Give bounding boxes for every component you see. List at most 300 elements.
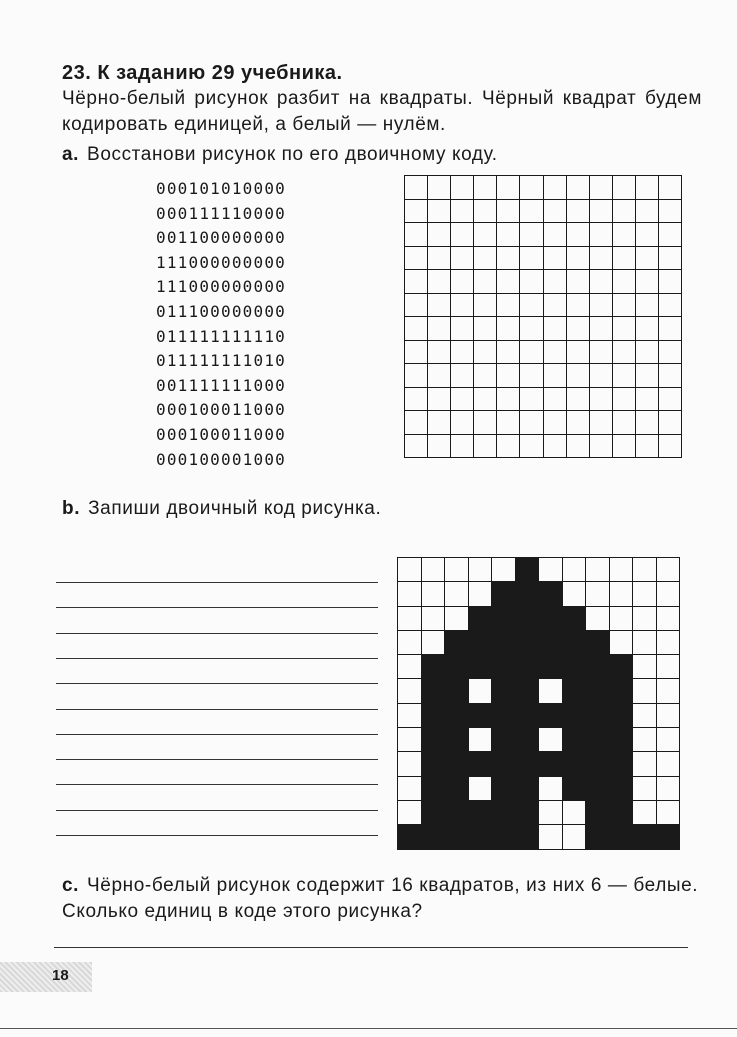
grid-cell[interactable] [428, 199, 451, 223]
grid-cell[interactable] [405, 270, 428, 294]
grid-cell[interactable] [659, 199, 682, 223]
black-square [539, 752, 563, 776]
black-square [586, 630, 610, 654]
black-square [539, 703, 563, 727]
grid-cell[interactable] [635, 340, 658, 364]
grid-cell[interactable] [451, 270, 474, 294]
binary-code-row: 000100001000 [156, 449, 286, 469]
grid-cell[interactable] [428, 411, 451, 435]
grid-cell[interactable] [497, 387, 520, 411]
grid-cell[interactable] [451, 223, 474, 247]
grid-cell[interactable] [428, 270, 451, 294]
black-square [492, 776, 516, 800]
grid-cell[interactable] [612, 364, 635, 388]
task-a-heading [62, 142, 498, 168]
black-square [609, 728, 633, 752]
grid-cell[interactable] [566, 293, 589, 317]
white-square [445, 606, 469, 630]
grid-cell[interactable] [474, 270, 497, 294]
grid-row [405, 199, 682, 223]
white-square [656, 728, 680, 752]
grid-row [405, 293, 682, 317]
grid-cell[interactable] [474, 364, 497, 388]
writing-line[interactable] [56, 582, 378, 583]
grid-cell[interactable] [612, 293, 635, 317]
grid-cell[interactable] [659, 293, 682, 317]
grid-cell[interactable] [497, 270, 520, 294]
white-square [468, 558, 492, 582]
white-square [656, 558, 680, 582]
binary-code-row: 011100000000 [156, 301, 286, 321]
task-c-answer-line[interactable] [54, 947, 688, 948]
grid-cell[interactable] [635, 387, 658, 411]
grid-cell[interactable] [520, 176, 543, 200]
white-square [539, 800, 563, 824]
grid-cell[interactable] [520, 270, 543, 294]
grid-cell[interactable] [474, 199, 497, 223]
black-square [586, 776, 610, 800]
grid-cell[interactable] [497, 293, 520, 317]
black-square [586, 752, 610, 776]
black-square [468, 606, 492, 630]
writing-line[interactable] [56, 633, 378, 634]
black-square [468, 703, 492, 727]
grid-cell[interactable] [497, 434, 520, 458]
empty-grid-to-fill[interactable] [404, 175, 682, 458]
black-square [633, 825, 657, 849]
black-square [515, 558, 539, 582]
grid-cell[interactable] [428, 246, 451, 270]
grid-cell[interactable] [474, 340, 497, 364]
white-square [398, 728, 422, 752]
task-b-heading [62, 496, 381, 522]
grid-cell[interactable] [451, 317, 474, 341]
grid-cell[interactable] [566, 176, 589, 200]
black-square [562, 679, 586, 703]
grid-cell[interactable] [405, 293, 428, 317]
grid-cell[interactable] [474, 246, 497, 270]
black-square [609, 703, 633, 727]
white-square [421, 630, 445, 654]
picture-row [398, 558, 680, 582]
black-square [562, 728, 586, 752]
grid-cell[interactable] [543, 340, 566, 364]
grid-cell[interactable] [635, 270, 658, 294]
white-square [633, 558, 657, 582]
grid-cell[interactable] [659, 434, 682, 458]
white-square [398, 679, 422, 703]
white-square [539, 825, 563, 849]
grid-cell[interactable] [520, 340, 543, 364]
grid-cell[interactable] [566, 387, 589, 411]
black-square [492, 582, 516, 606]
task-c-text: Чёрно-белый рисунок содержит 16 квадратов, из них 6 — белые. Сколько единиц в коде этого рисунка? [62, 875, 699, 922]
black-square [468, 800, 492, 824]
grid-cell[interactable] [589, 223, 612, 247]
grid-cell[interactable] [497, 317, 520, 341]
white-square [539, 679, 563, 703]
grid-cell[interactable] [543, 199, 566, 223]
white-square [633, 655, 657, 679]
black-square [445, 679, 469, 703]
picture-row [398, 825, 680, 849]
grid-cell[interactable] [451, 434, 474, 458]
black-square [492, 655, 516, 679]
white-square [421, 558, 445, 582]
writing-line[interactable] [56, 759, 378, 760]
grid-cell[interactable] [659, 317, 682, 341]
grid-cell[interactable] [659, 223, 682, 247]
grid-cell[interactable] [589, 434, 612, 458]
black-square [468, 825, 492, 849]
grid-cell[interactable] [520, 387, 543, 411]
picture-row [398, 728, 680, 752]
white-square [656, 630, 680, 654]
grid-cell[interactable] [589, 176, 612, 200]
grid-cell[interactable] [566, 199, 589, 223]
grid-cell[interactable] [405, 317, 428, 341]
white-square [398, 752, 422, 776]
grid-cell[interactable] [474, 317, 497, 341]
grid-cell[interactable] [612, 340, 635, 364]
grid-cell[interactable] [497, 246, 520, 270]
grid-cell[interactable] [612, 199, 635, 223]
writing-line[interactable] [56, 784, 378, 785]
grid-cell[interactable] [520, 246, 543, 270]
grid-cell[interactable] [405, 387, 428, 411]
grid-cell[interactable] [474, 434, 497, 458]
white-square [633, 776, 657, 800]
grid-cell[interactable] [520, 223, 543, 247]
grid-cell[interactable] [659, 246, 682, 270]
grid-cell[interactable] [589, 317, 612, 341]
grid-cell[interactable] [520, 317, 543, 341]
black-square [515, 800, 539, 824]
grid-cell[interactable] [659, 364, 682, 388]
white-square [656, 679, 680, 703]
grid-cell[interactable] [405, 434, 428, 458]
grid-cell[interactable] [589, 411, 612, 435]
grid-row [405, 246, 682, 270]
grid-cell[interactable] [635, 246, 658, 270]
grid-cell[interactable] [612, 223, 635, 247]
grid-cell[interactable] [612, 387, 635, 411]
grid-cell[interactable] [635, 176, 658, 200]
black-square [445, 630, 469, 654]
white-square [562, 800, 586, 824]
grid-cell[interactable] [520, 199, 543, 223]
grid-cell[interactable] [566, 317, 589, 341]
black-square [445, 703, 469, 727]
picture-row [398, 606, 680, 630]
grid-cell[interactable] [474, 387, 497, 411]
white-square [633, 679, 657, 703]
black-square [586, 825, 610, 849]
grid-cell[interactable] [635, 223, 658, 247]
binary-code-row: 001111111000 [156, 375, 286, 395]
grid-cell[interactable] [428, 340, 451, 364]
writing-line[interactable] [56, 683, 378, 684]
grid-cell[interactable] [428, 176, 451, 200]
grid-cell[interactable] [543, 246, 566, 270]
grid-cell[interactable] [520, 293, 543, 317]
grid-cell[interactable] [589, 270, 612, 294]
black-square [656, 825, 680, 849]
grid-cell[interactable] [520, 411, 543, 435]
white-square [656, 582, 680, 606]
grid-row [405, 364, 682, 388]
grid-cell[interactable] [612, 317, 635, 341]
black-square [609, 776, 633, 800]
grid-cell[interactable] [566, 223, 589, 247]
white-square [633, 630, 657, 654]
black-square [445, 776, 469, 800]
writing-line[interactable] [56, 709, 378, 710]
black-square [539, 582, 563, 606]
grid-cell[interactable] [451, 387, 474, 411]
grid-cell[interactable] [497, 364, 520, 388]
white-square [633, 703, 657, 727]
white-square [562, 825, 586, 849]
grid-cell[interactable] [428, 317, 451, 341]
grid-row [405, 387, 682, 411]
grid-cell[interactable] [543, 317, 566, 341]
white-square [421, 606, 445, 630]
grid-cell[interactable] [659, 411, 682, 435]
white-square [398, 630, 422, 654]
white-square [609, 582, 633, 606]
black-square [492, 606, 516, 630]
grid-cell[interactable] [566, 434, 589, 458]
grid-cell[interactable] [451, 340, 474, 364]
grid-cell[interactable] [474, 223, 497, 247]
grid-cell[interactable] [405, 364, 428, 388]
black-square [492, 630, 516, 654]
grid-cell[interactable] [474, 176, 497, 200]
black-square [562, 703, 586, 727]
black-square [515, 728, 539, 752]
black-square [445, 825, 469, 849]
grid-cell[interactable] [451, 411, 474, 435]
grid-cell[interactable] [566, 270, 589, 294]
grid-cell[interactable] [405, 176, 428, 200]
grid-cell[interactable] [520, 434, 543, 458]
writing-line[interactable] [56, 734, 378, 735]
white-square [656, 752, 680, 776]
task-b-text: Запиши двоичный код рисунка. [88, 498, 382, 519]
white-square [539, 728, 563, 752]
grid-cell[interactable] [497, 176, 520, 200]
grid-cell[interactable] [612, 411, 635, 435]
grid-cell[interactable] [428, 364, 451, 388]
grid-cell[interactable] [543, 293, 566, 317]
picture-row [398, 800, 680, 824]
white-square [656, 655, 680, 679]
white-square [633, 728, 657, 752]
picture-row [398, 679, 680, 703]
black-square [539, 606, 563, 630]
task-a-label: a. [62, 144, 80, 165]
picture-row [398, 630, 680, 654]
grid-cell[interactable] [451, 364, 474, 388]
black-square [609, 752, 633, 776]
white-square [656, 703, 680, 727]
white-square [656, 776, 680, 800]
writing-line[interactable] [56, 658, 378, 659]
black-square [445, 752, 469, 776]
grid-cell[interactable] [474, 293, 497, 317]
grid-cell[interactable] [543, 270, 566, 294]
black-square [445, 800, 469, 824]
white-square [609, 630, 633, 654]
black-square [586, 800, 610, 824]
white-square [609, 558, 633, 582]
grid-cell[interactable] [589, 387, 612, 411]
grid-cell[interactable] [635, 364, 658, 388]
black-square [468, 655, 492, 679]
task-c-heading [62, 873, 702, 925]
black-square [421, 800, 445, 824]
bottom-rule [0, 1028, 737, 1029]
writing-line[interactable] [56, 810, 378, 811]
black-square [586, 703, 610, 727]
grid-cell[interactable] [543, 176, 566, 200]
binary-code-row: 000101010000 [156, 179, 286, 198]
grid-row [405, 176, 682, 200]
grid-cell[interactable] [635, 434, 658, 458]
grid-cell[interactable] [566, 364, 589, 388]
black-square [515, 776, 539, 800]
grid-cell[interactable] [428, 387, 451, 411]
page-number-badge [0, 962, 92, 992]
grid-cell[interactable] [589, 199, 612, 223]
white-square [633, 800, 657, 824]
black-square [492, 679, 516, 703]
task-c-label: c. [62, 875, 80, 896]
grid-row [405, 270, 682, 294]
grid-cell[interactable] [659, 387, 682, 411]
grid-cell[interactable] [474, 411, 497, 435]
black-square [539, 630, 563, 654]
white-square [398, 558, 422, 582]
grid-row [405, 223, 682, 247]
grid-cell[interactable] [589, 246, 612, 270]
white-square [586, 558, 610, 582]
grid-cell[interactable] [451, 246, 474, 270]
writing-line[interactable] [56, 835, 378, 836]
white-square [609, 606, 633, 630]
grid-cell[interactable] [659, 340, 682, 364]
grid-cell[interactable] [405, 223, 428, 247]
black-square [515, 655, 539, 679]
writing-line[interactable] [56, 607, 378, 608]
black-square [421, 679, 445, 703]
white-square [445, 582, 469, 606]
black-square [398, 825, 422, 849]
grid-cell[interactable] [520, 364, 543, 388]
grid-cell[interactable] [543, 411, 566, 435]
grid-cell[interactable] [543, 364, 566, 388]
grid-cell[interactable] [405, 246, 428, 270]
grid-cell[interactable] [566, 246, 589, 270]
black-square [562, 752, 586, 776]
grid-cell[interactable] [428, 293, 451, 317]
page-number: 18 [52, 967, 69, 984]
grid-cell[interactable] [428, 223, 451, 247]
black-square [562, 776, 586, 800]
black-square [445, 655, 469, 679]
grid-cell[interactable] [635, 411, 658, 435]
grid-cell[interactable] [612, 176, 635, 200]
grid-cell[interactable] [589, 293, 612, 317]
black-square [492, 825, 516, 849]
white-square [468, 582, 492, 606]
grid-cell[interactable] [451, 293, 474, 317]
grid-cell[interactable] [405, 199, 428, 223]
grid-cell[interactable] [497, 199, 520, 223]
binary-code-row: 000111110000 [156, 203, 286, 223]
grid-cell[interactable] [659, 176, 682, 200]
grid-cell[interactable] [451, 199, 474, 223]
grid-row [405, 317, 682, 341]
binary-code-row: 011111111110 [156, 326, 286, 346]
white-square [539, 558, 563, 582]
grid-cell[interactable] [405, 411, 428, 435]
black-square [515, 606, 539, 630]
black-square [421, 776, 445, 800]
grid-cell[interactable] [451, 176, 474, 200]
grid-cell[interactable] [566, 411, 589, 435]
grid-cell[interactable] [635, 199, 658, 223]
white-square [398, 800, 422, 824]
white-square [586, 582, 610, 606]
black-square [492, 703, 516, 727]
grid-cell[interactable] [589, 340, 612, 364]
black-square [421, 655, 445, 679]
grid-cell[interactable] [612, 434, 635, 458]
black-square [421, 752, 445, 776]
black-square [515, 630, 539, 654]
white-square [562, 558, 586, 582]
black-square [492, 728, 516, 752]
grid-cell[interactable] [589, 364, 612, 388]
picture-row [398, 752, 680, 776]
grid-cell[interactable] [543, 434, 566, 458]
white-square [398, 703, 422, 727]
black-square [562, 655, 586, 679]
grid-cell[interactable] [635, 317, 658, 341]
grid-cell[interactable] [612, 270, 635, 294]
grid-cell[interactable] [497, 340, 520, 364]
grid-cell[interactable] [635, 293, 658, 317]
grid-cell[interactable] [428, 434, 451, 458]
white-square [539, 776, 563, 800]
white-square [586, 606, 610, 630]
grid-row [405, 340, 682, 364]
grid-cell[interactable] [566, 340, 589, 364]
black-square [586, 655, 610, 679]
black-square [445, 728, 469, 752]
black-square [562, 606, 586, 630]
grid-cell[interactable] [543, 223, 566, 247]
grid-cell[interactable] [612, 246, 635, 270]
grid-cell[interactable] [659, 270, 682, 294]
grid-cell[interactable] [405, 340, 428, 364]
grid-cell[interactable] [543, 387, 566, 411]
grid-cell[interactable] [497, 223, 520, 247]
grid-cell[interactable] [497, 411, 520, 435]
black-square [609, 679, 633, 703]
